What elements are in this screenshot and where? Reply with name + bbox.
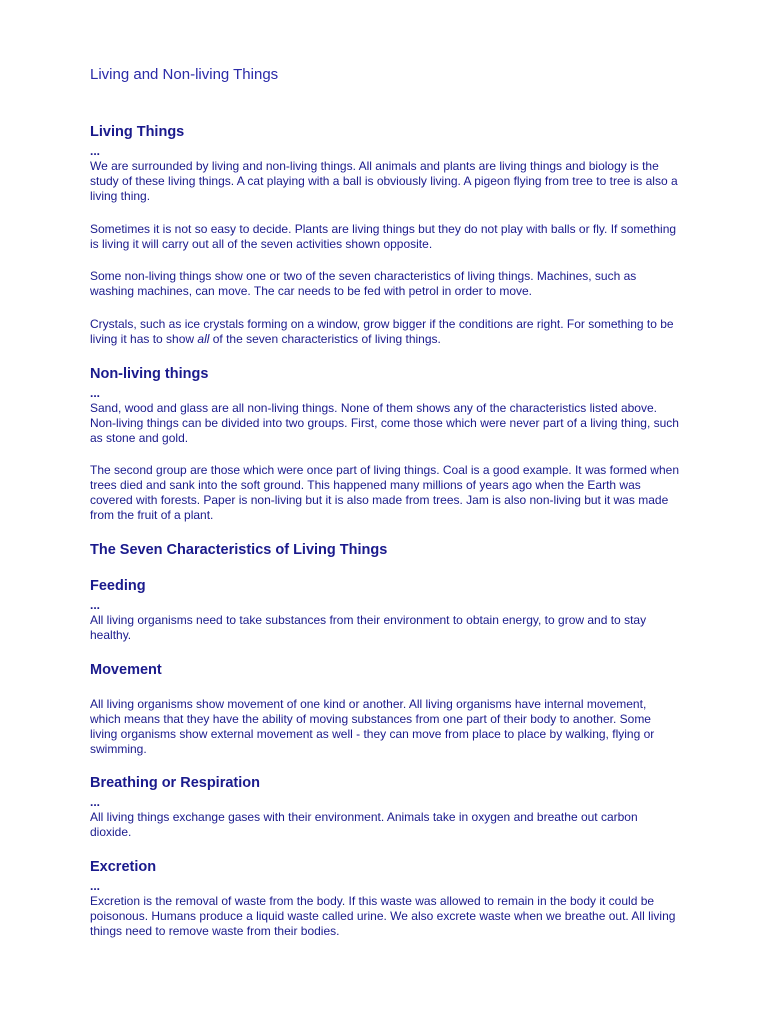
paragraph-living-4-text-a: Crystals, such as ice crystals forming on a window, grow bigger if the conditions are right. For something to be living it has to show bbox=[90, 317, 674, 346]
ellipsis-marker: ... bbox=[90, 598, 101, 612]
heading-movement: Movement bbox=[90, 662, 162, 678]
paragraph-living-4-text-b: of the seven characteristics of living things. bbox=[209, 332, 441, 346]
paragraph-living-2: Sometimes it is not so easy to decide. Plants are living things but they do not play with balls or fly. If something is living it will carry out all of the seven activities shown opposite. bbox=[90, 222, 677, 251]
paragraph-feeding: All living organisms need to take substances from their environment to obtain energy, to grow and to stay healthy. bbox=[90, 613, 647, 642]
paragraph-non-living-1: Sand, wood and glass are all non-living things. None of them shows any of the characteristics listed above. Non-living things can be divided into two groups. First, come those which were never part of a living thing, such as stone and gold. bbox=[90, 401, 679, 445]
heading-breathing: Breathing or Respiration bbox=[90, 775, 260, 791]
paragraph-living-1: We are surrounded by living and non-living things. All animals and plants are living things and biology is the study of these living things. A cat playing with a ball is obviously living. A pigeon flying from tree to tree is also a living thing. bbox=[90, 159, 678, 203]
ellipsis-marker: ... bbox=[90, 879, 101, 893]
paragraph-living-4-emphasis: all bbox=[197, 332, 210, 346]
paragraph-living-3: Some non-living things show one or two of the seven characteristics of living things. Machines, such as washing machines, can move. The car needs to be fed with petrol in order to move. bbox=[90, 269, 637, 298]
heading-feeding: Feeding bbox=[90, 578, 146, 594]
heading-excretion: Excretion bbox=[90, 859, 157, 875]
paragraph-excretion: Excretion is the removal of waste from the body. If this waste was allowed to remain in the body it could be poisonous. Humans produce a liquid waste called urine. We also excrete waste when we breathe out. All living things need to remove waste from their bodies. bbox=[90, 894, 676, 938]
ellipsis-marker: ... bbox=[90, 144, 101, 158]
ellipsis-marker: ... bbox=[90, 386, 101, 400]
heading-seven-characteristics: The Seven Characteristics of Living Things bbox=[90, 542, 388, 558]
document-title: Living and Non-living Things bbox=[90, 66, 279, 83]
paragraph-breathing: All living things exchange gases with their environment. Animals take in oxygen and breathe out carbon dioxide. bbox=[90, 810, 638, 839]
heading-non-living-things: Non-living things bbox=[90, 366, 209, 382]
heading-living-things: Living Things bbox=[90, 124, 185, 140]
paragraph-living-4 bbox=[90, 317, 680, 347]
ellipsis-marker: ... bbox=[90, 795, 101, 809]
paragraph-non-living-2: The second group are those which were once part of living things. Coal is a good example. It was formed when trees died and sank into the soft ground. This happened many millions of years ago when the Earth was covered with forests. Paper is non-living but it is also made from trees. Jam is also non-living but it was made from the fruit of a plant. bbox=[90, 463, 679, 522]
paragraph-movement: All living organisms show movement of one kind or another. All living organisms have internal movement, which means that they have the ability of moving substances from one part of their body to another. Some living organisms show external movement as well - they can move from place to place by walking, flying or swimming. bbox=[90, 697, 655, 756]
